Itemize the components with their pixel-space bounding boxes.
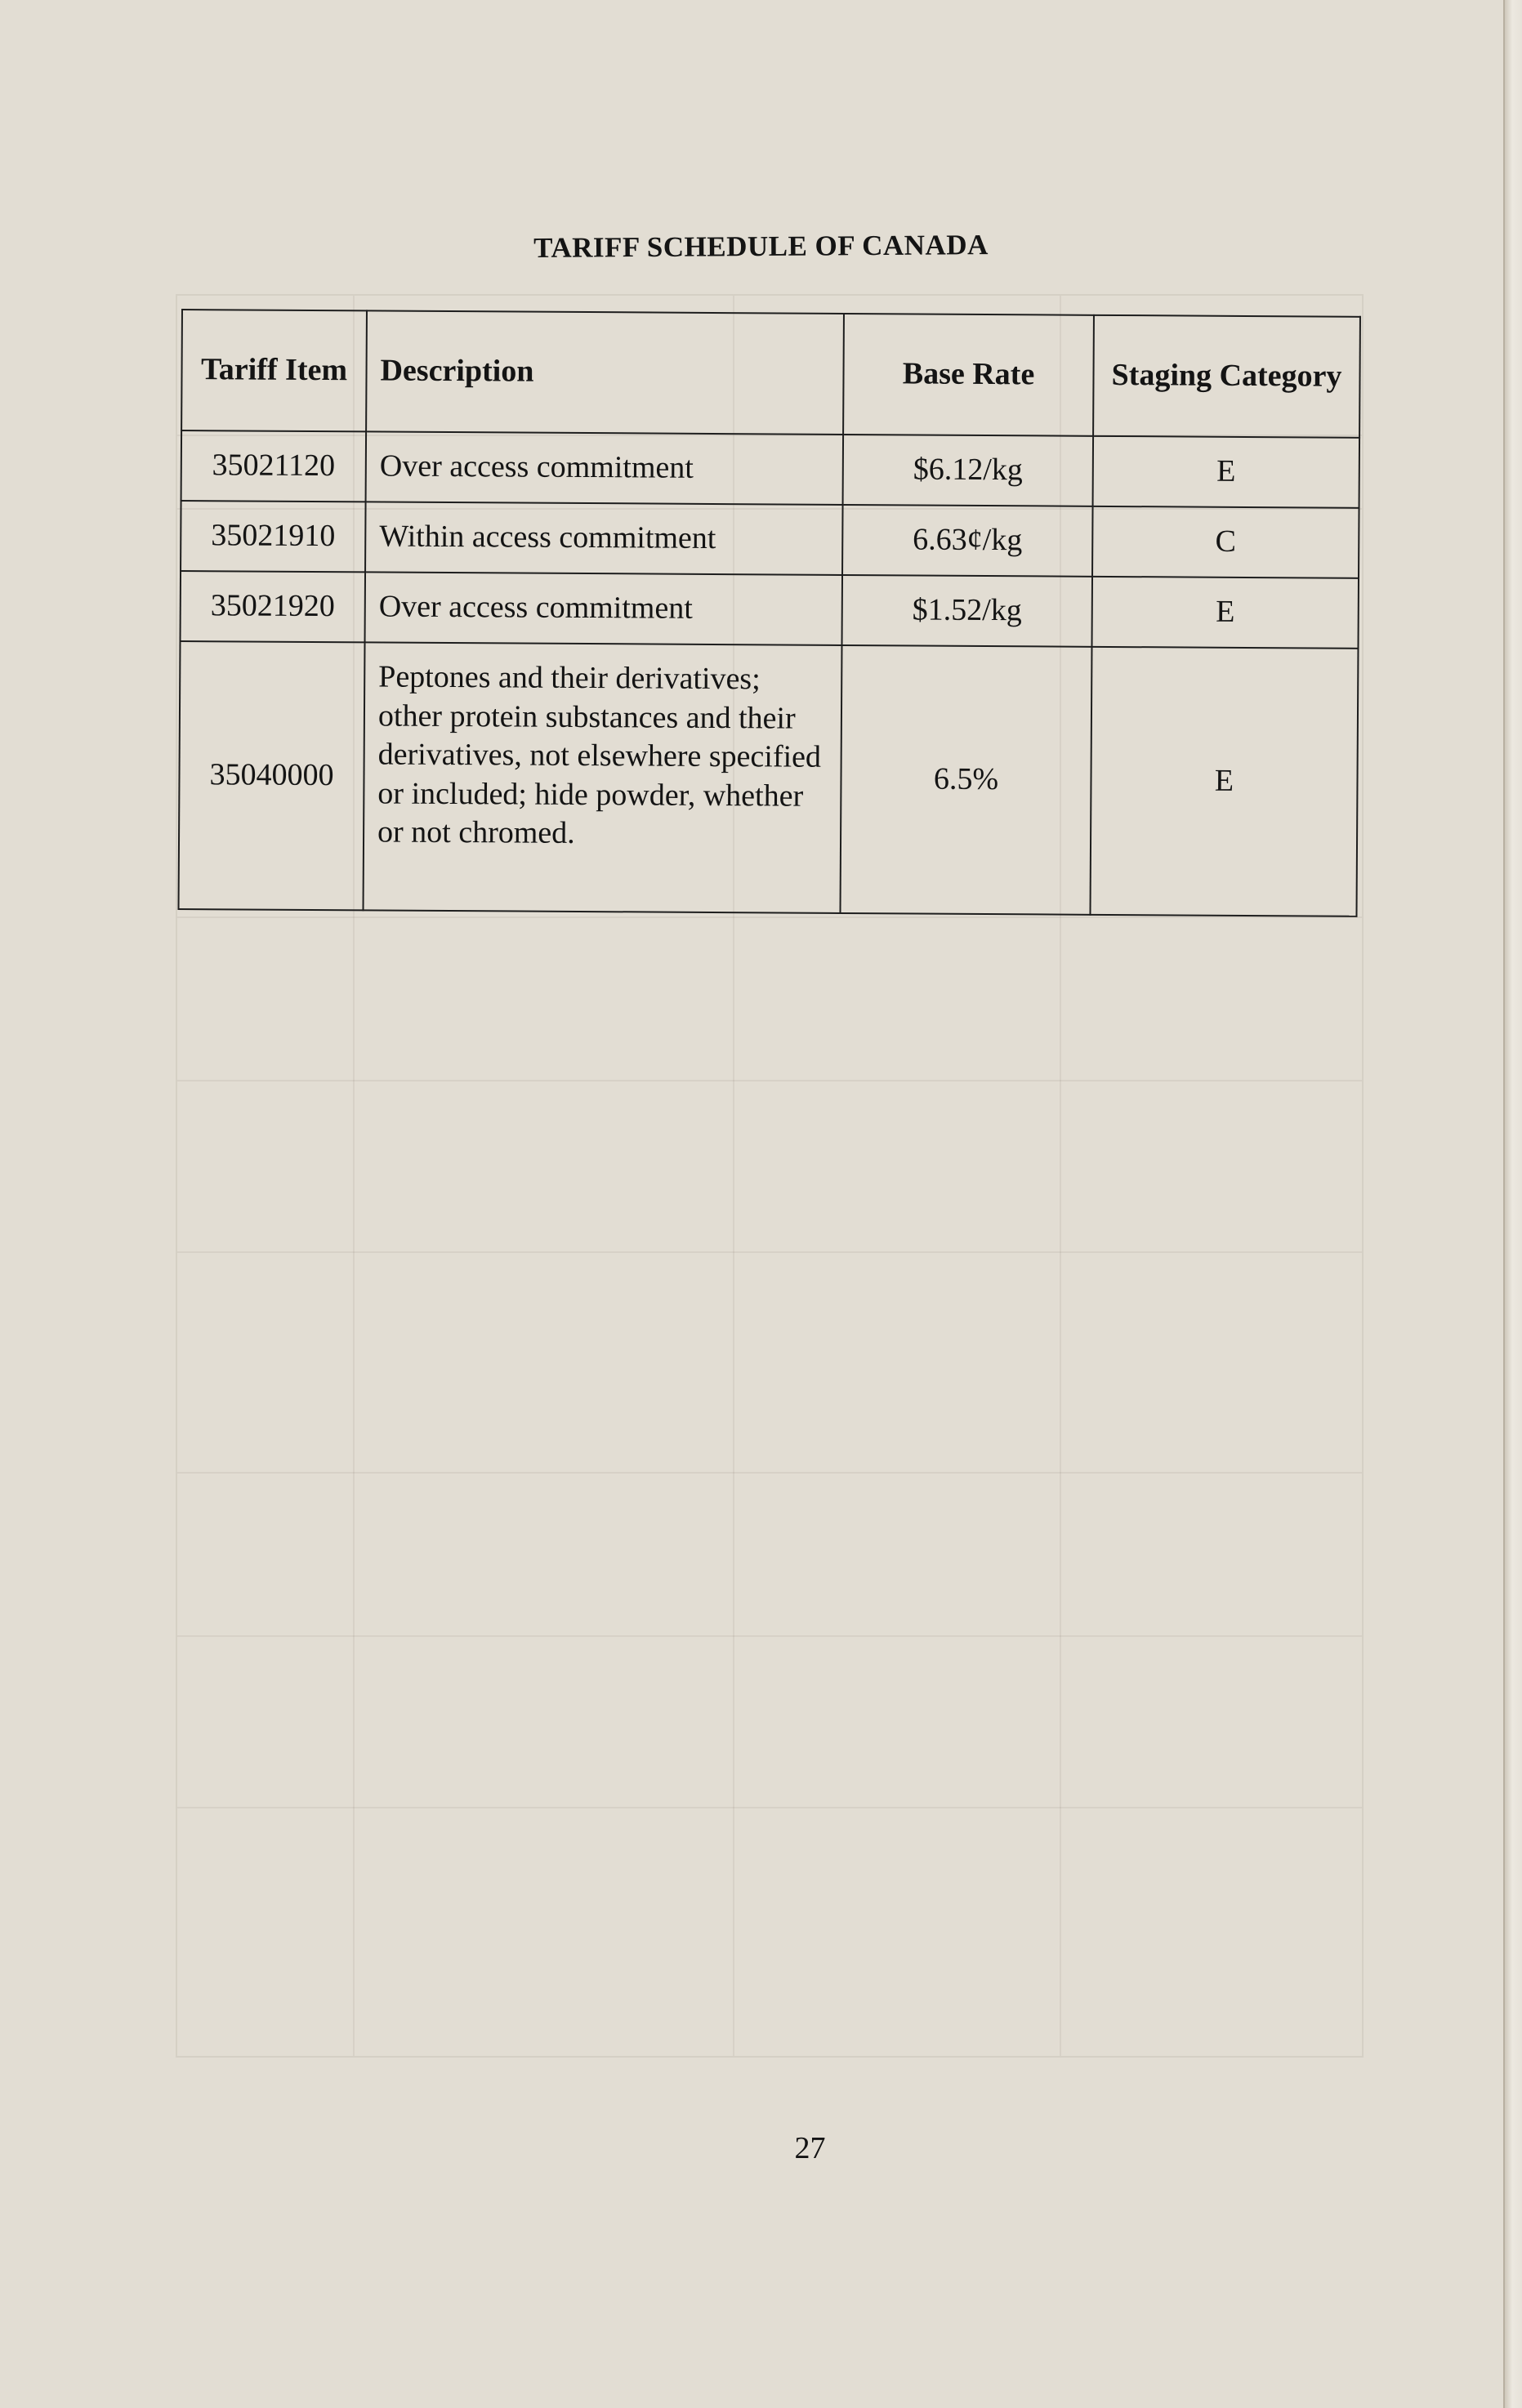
page-title: TARIFF SCHEDULE OF CANADA — [533, 229, 989, 264]
table-row — [181, 501, 1359, 578]
page-edge — [1503, 0, 1522, 2408]
base-rate-cell: $1.52/kg — [841, 575, 1092, 647]
table-header-row — [181, 310, 1360, 438]
tariff-item-cell: 35021920 — [181, 571, 366, 642]
tariff-table — [178, 309, 1361, 917]
description-cell: Over access commitment — [366, 431, 844, 505]
staging-category-cell: C — [1092, 506, 1359, 578]
header-description: Description — [366, 310, 844, 435]
tariff-item-cell: 35021910 — [181, 501, 366, 572]
base-rate-cell: 6.5% — [840, 645, 1091, 915]
header-staging-category: Staging Category — [1093, 315, 1360, 438]
header-tariff-item: Tariff Item — [181, 310, 367, 431]
tariff-item-cell: 35040000 — [179, 641, 365, 910]
description-cell: Peptones and their derivatives; other protein substances and their derivatives, not elsewhere specified or included; hide powder, whether or not chromed. — [364, 642, 842, 913]
page-number: 27 — [794, 2131, 826, 2165]
header-base-rate: Base Rate — [843, 314, 1094, 436]
table-row — [179, 641, 1359, 916]
table-row — [181, 430, 1359, 508]
description-cell: Within access commitment — [365, 502, 843, 575]
staging-category-cell: E — [1093, 436, 1360, 508]
staging-category-cell: E — [1090, 647, 1358, 916]
staging-category-cell: E — [1091, 577, 1359, 649]
description-cell: Over access commitment — [365, 572, 843, 645]
tariff-table-container — [178, 309, 1359, 917]
table-row — [181, 571, 1359, 649]
base-rate-cell: 6.63¢/kg — [842, 505, 1093, 577]
tariff-item-cell: 35021120 — [181, 430, 367, 502]
base-rate-cell: $6.12/kg — [843, 435, 1094, 506]
